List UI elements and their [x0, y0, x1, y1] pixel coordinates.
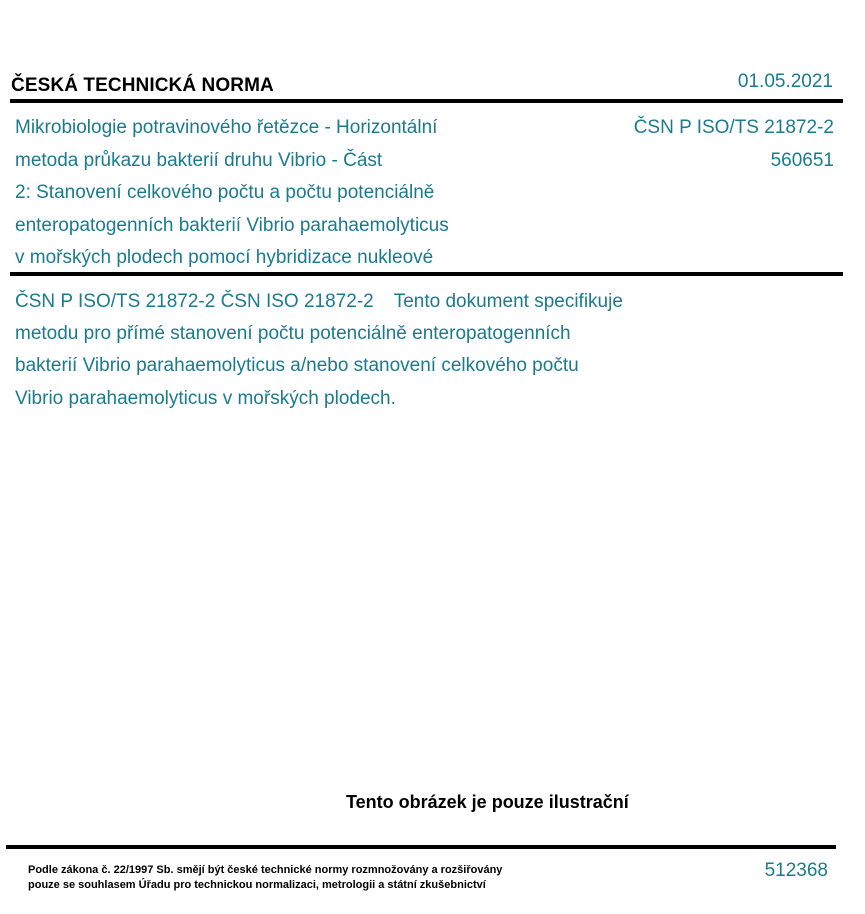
document-type-title: ČESKÁ TECHNICKÁ NORMA [11, 75, 274, 96]
related-standard-codes: ČSN P ISO/TS 21872-2 ČSN ISO 21872-2 [15, 291, 374, 312]
standard-description [15, 286, 715, 415]
standard-code: ČSN P ISO/TS 21872-2 [633, 117, 834, 138]
title-divider [10, 272, 843, 276]
description-text: Tento dokument specifikuje [393, 291, 623, 312]
description-line: metodu pro přímé stanovení počtu potenciálně enteropatogenních [15, 323, 571, 345]
standard-title-line: Mikrobiologie potravinového řetězce - Horizontální [15, 117, 438, 138]
standard-title-line: v mořských plodech pomocí hybridizace nukleové [15, 247, 434, 268]
legal-notice-line: Podle zákona č. 22/1997 Sb. smějí být české technické normy rozmnožovány a rozšiřovány [28, 864, 503, 876]
description-line [15, 286, 715, 318]
standard-identifiers [634, 112, 834, 177]
description-line: Vibrio parahaemolyticus v mořských plodech. [15, 387, 396, 409]
description-line: bakterií Vibrio parahaemolyticus a/nebo stanovení celkového počtu [15, 355, 579, 377]
standard-title-line: enteropatogenních bakterií Vibrio parahaemolyticus [15, 214, 449, 236]
illustration-disclaimer: Tento obrázek je pouze ilustrační [346, 792, 629, 812]
catalog-number: 512368 [764, 860, 828, 881]
legal-notice-line: pouze se souhlasem Úřadu pro technickou normalizaci, metrologii a státní zkušebnictví [28, 879, 486, 891]
footer-divider [6, 845, 836, 849]
publication-date: 01.05.2021 [737, 71, 833, 92]
legal-notice [28, 863, 502, 893]
header-divider [10, 99, 843, 103]
standard-title-line: metoda průkazu bakterií druhu Vibrio - Část [15, 149, 383, 171]
standard-title [15, 112, 515, 275]
classification-number: 560651 [770, 149, 834, 171]
standard-title-line: 2: Stanovení celkového počtu a počtu potenciálně [15, 182, 435, 203]
